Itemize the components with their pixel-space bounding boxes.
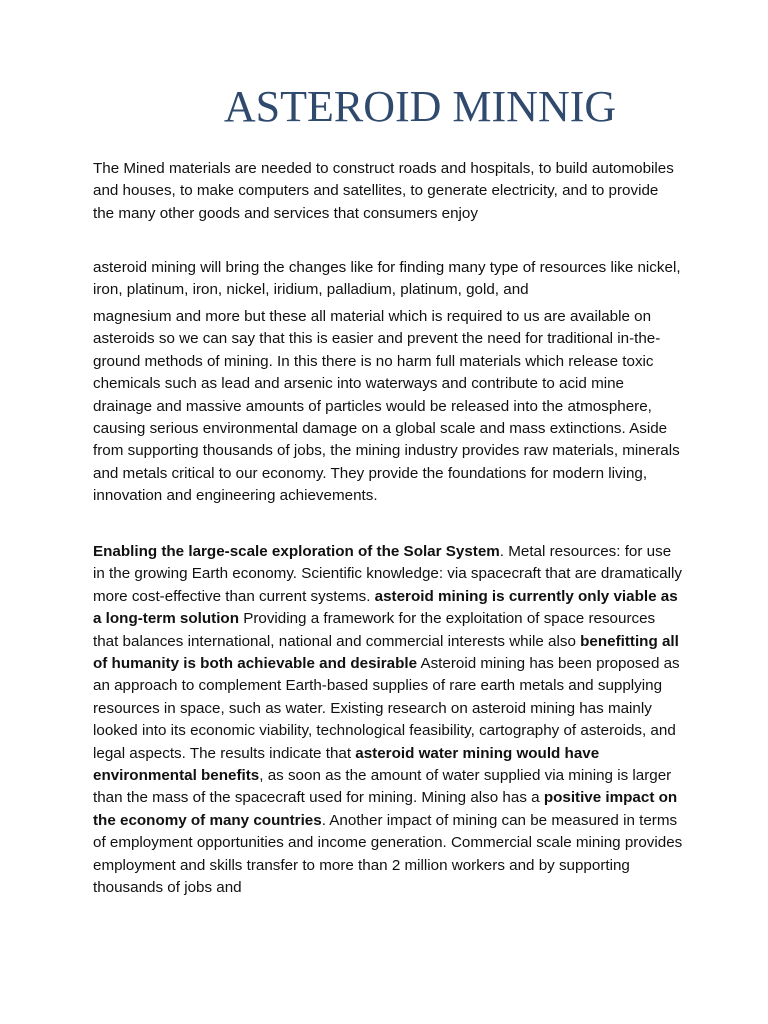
- text-run: . Metal resources: for use in the growing Earth economy. Scientific knowledge: via spacecraft that are dramatically more cost-effective than current systems.: [93, 543, 682, 605]
- text-run: , as soon as the amount of water supplied via mining is larger than the mass of the spacecraft used for mining. Mining also has a: [93, 767, 672, 807]
- bold-phrase-environmental-benefits: asteroid water mining would have environmental benefits: [93, 744, 600, 785]
- bold-phrase-humanity: benefitting all of humanity is both achievable and desirable: [93, 632, 679, 673]
- text-run: Asteroid mining has been proposed as an approach to complement Earth-based supplies of rare earth metals and supplying resources in space, such as water. Existing research on asteroid mining has mainly looked into its economic viability, technological feasibility, cartography of asteroids, and legal aspects. The results indicate that: [93, 655, 680, 762]
- paragraph-2: asteroid mining will bring the changes like for finding many type of resources like nickel, iron, platinum, iron, nickel, iridium, palladium, platinum, gold, and: [93, 259, 681, 299]
- document-title: ASTEROID MINNIG: [223, 82, 617, 131]
- bold-phrase-long-term-solution: asteroid mining is currently only viable as a long-term solution: [93, 587, 678, 628]
- paragraph-4: [93, 541, 683, 900]
- paragraph-3: magnesium and more but these all material which is required to us are available on asteroids so we can say that this is easier and prevent the need for traditional in-the-ground methods of mining. In this there is no harm full materials which release toxic chemicals such as lead and arsenic into waterways and contribute to acid mine drainage and massive amounts of particles would be released into the atmosphere, causing serious environmental damage on a global scale and mass extinctions. Aside from supporting thousands of jobs, the mining industry provides raw materials, minerals and metals critical to our economy. They provide the foundations for modern living, innovation and engineering achievements.: [93, 308, 680, 505]
- bold-phrase-economy: positive impact on the economy of many countries: [93, 789, 678, 829]
- text-run: . Another impact of mining can be measured in terms of employment opportunities and income generation. Commercial scale mining provides employment and skills transfer to more than 2 million workers and by supporting thousands of jobs and: [93, 811, 683, 897]
- text-run: Providing a framework for the exploitation of space resources that balances international, national and commercial interests while also: [93, 610, 656, 650]
- bold-phrase-solar-system: Enabling the large-scale exploration of the Solar System: [93, 543, 500, 560]
- paragraph-1: The Mined materials are needed to construct roads and hospitals, to build automobiles and houses, to make computers and satellites, to generate electricity, and to provide the many other goods and services that consumers enjoy: [93, 160, 674, 222]
